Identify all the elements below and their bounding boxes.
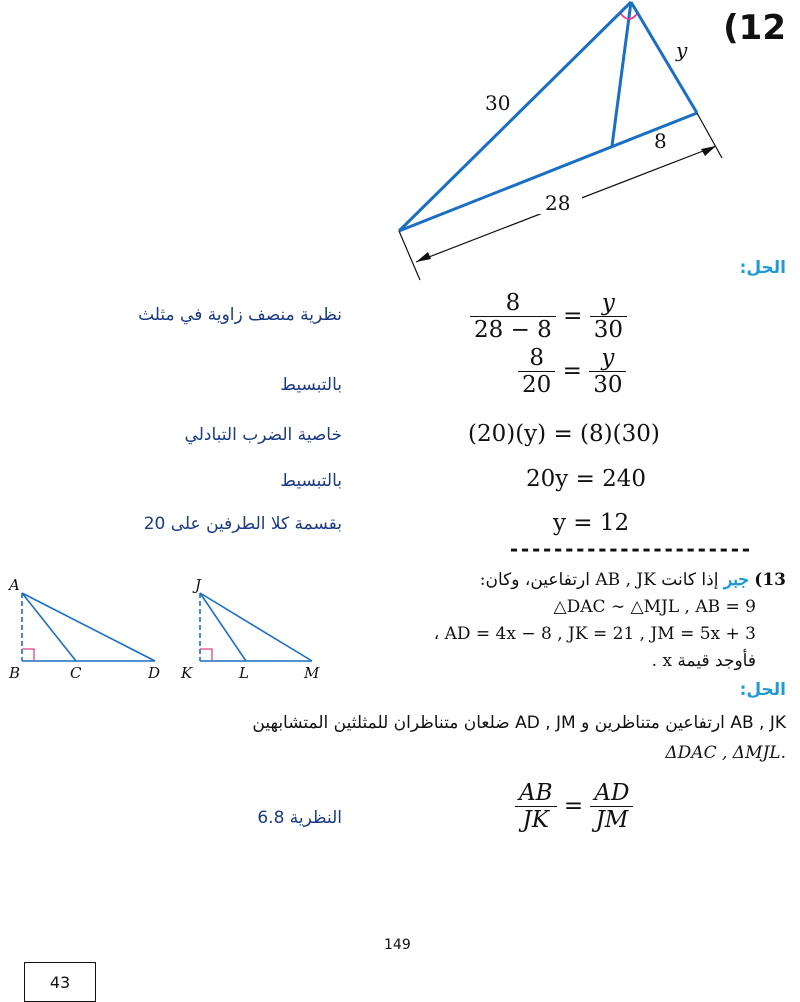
problem-12-number: (12 [723,8,786,48]
step-1-note: نظرية منصف زاوية في مثلث [138,305,342,325]
label-30: 30 [485,91,511,115]
explanation-line-1: AB , JK ارتفاعين متناظرين و AD , JM ضلعان متناظران للمثلثين المتشابهين [252,713,786,733]
problem-13-explanation [16,708,786,768]
problem-13-number: 13) [754,570,786,590]
step-2-equation: $\frac{8}{20}$ = $\frac{y}{30}$ [518,345,626,399]
angle-bisector [612,2,631,146]
step-4-equation: 20y = 240 [526,466,647,492]
label-K: K [181,664,193,678]
page-box-label: 43 [49,972,71,992]
label-C: C [70,664,82,678]
problem-13-line-3: ، AD = 4x − 8 , JK = 21 , JM = 5x + 3 [433,624,756,644]
page-box-number [24,962,96,1002]
step-5-equation: y = 12 [553,510,630,536]
explanation-line-2: .ΔDAC , ΔMJL [665,743,786,763]
solution-label-13: الحل: [739,680,786,700]
step-4-note: بالتبسيط [280,471,342,491]
step-3-equation: (20)(y) = (8)(30) [468,421,660,447]
problem-13-figure-right [178,578,338,678]
label-M: M [304,664,320,678]
label-B: B [9,664,21,678]
label-J: J [195,578,202,594]
problem-12-triangle-figure [370,0,730,285]
solution-label-12: الحل: [739,258,786,278]
problem-13-statement [366,567,786,675]
page-number: 149 [384,937,411,953]
theorem-note: النظرية 6.8 [257,808,342,828]
label-y: y [676,38,688,62]
problem-13-line-2: △DAC ∼ △MJL , AB = 9 [553,597,756,617]
label-L: L [239,664,249,678]
problem-13-figure-left [0,578,175,678]
step-2-note: بالتبسيط [280,375,342,395]
problem-13-line-4: فأوجد قيمة x . [651,651,756,671]
step-3-note: خاصية الضرب التبادلي [184,425,342,445]
label-A: A [9,578,20,594]
section-divider: ---------------------- [508,537,751,561]
step-1-equation: $\frac{8}{28 - 8}$ = $\frac{y}{30}$ [470,290,627,344]
step-5-note: بقسمة كلا الطرفين على 20 [143,514,342,534]
triangle-side-left [399,2,631,231]
problem-13-tag: جبر [723,570,749,590]
problem-13-line-1: 13) جبر إذا كانت AB , JK ارتفاعين، وكان: [479,570,786,590]
label-D: D [148,664,161,678]
label-28: 28 [545,191,571,215]
label-8: 8 [654,129,667,153]
problem-13-proportion: $\frac{AB}{JK}$ = $\frac{AD}{JM}$ [515,780,633,834]
